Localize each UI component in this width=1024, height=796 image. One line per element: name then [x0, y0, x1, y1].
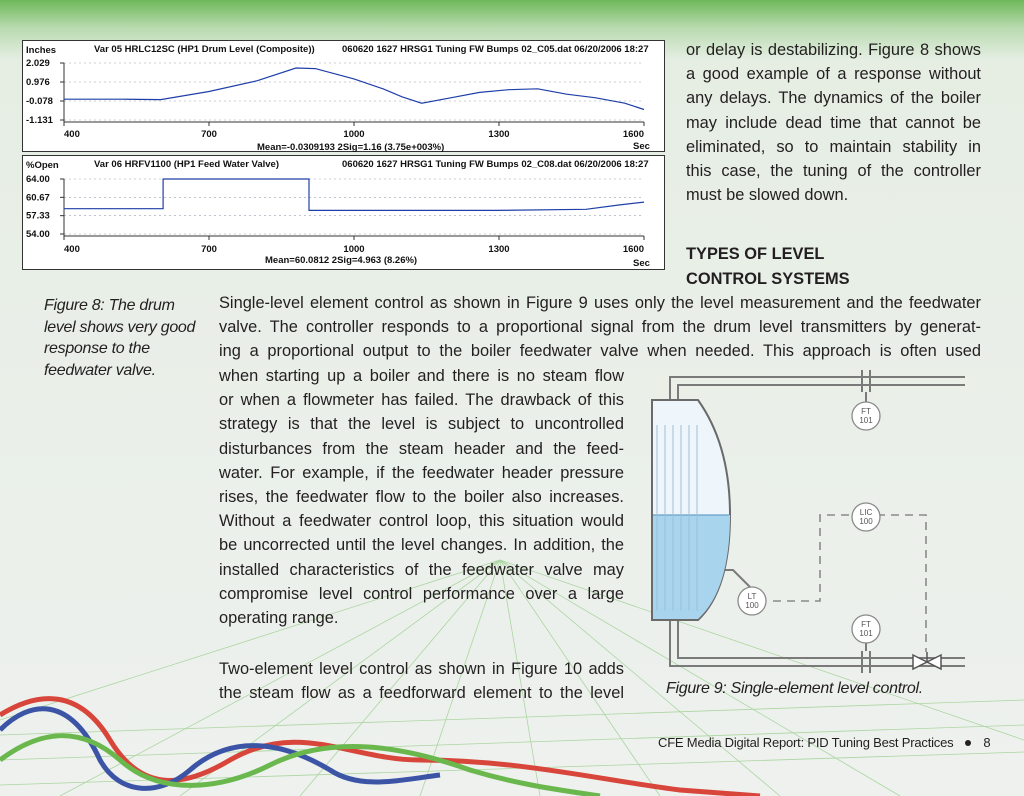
svg-text:100: 100 — [859, 517, 873, 526]
svg-text:101: 101 — [859, 629, 873, 638]
ft-101-top-instrument — [852, 402, 880, 430]
chart2-xunit: Sec — [633, 258, 650, 269]
text-line: water. For example, if the feedwater header pressure — [219, 463, 624, 482]
text-line: disturbances from the steam header and the feed- — [219, 439, 624, 458]
y-tick-label: -0.078 — [26, 96, 53, 107]
chart1-stats: Mean=-0.0309193 2Sig=1.16 (3.75e+003%) — [257, 142, 445, 152]
x-tick-label: 1300 — [488, 129, 510, 140]
paragraph-single-element-continued — [219, 364, 624, 630]
text-line: rises, the feedwater flow to the boiler also increases. — [219, 488, 624, 507]
drum-level-chart — [22, 40, 665, 152]
x-tick-label: 1300 — [488, 244, 510, 255]
figure-9-caption: Figure 9: Single-element level control. — [666, 680, 923, 697]
x-tick-label: 700 — [201, 129, 217, 140]
steam-line — [670, 377, 965, 402]
x-tick-label: 400 — [64, 244, 80, 255]
x-tick-label: 700 — [201, 244, 217, 255]
y-tick-label: 64.00 — [26, 174, 50, 185]
text-line: may include dead time that cannot be — [686, 113, 981, 132]
signal-lt-lic — [773, 515, 855, 601]
lt-100-instrument — [738, 587, 766, 615]
heading-line: CONTROL SYSTEMS — [686, 269, 850, 288]
x-tick-label: 1600 — [622, 244, 644, 255]
text-line: Without a feedwater control loop, this situation would — [219, 512, 624, 531]
svg-text:LIC: LIC — [859, 508, 873, 517]
text-line: compromise level control performance over a large — [219, 584, 624, 603]
feed-water-valve-chart — [22, 155, 665, 270]
y-tick-label: 54.00 — [26, 229, 50, 240]
svg-text:101: 101 — [859, 416, 873, 425]
y-tick-label: 0.976 — [26, 77, 50, 88]
page-footer — [658, 735, 990, 750]
text-line: must be slowed down. — [686, 186, 849, 205]
x-tick-label: 400 — [64, 129, 80, 140]
chart1-var-label: Var 05 HRLC12SC (HP1 Drum Level (Composite)) — [94, 44, 315, 55]
chart2-var-label: Var 06 HRFV1100 (HP1 Feed Water Valve) — [94, 159, 279, 170]
y-tick-label: -1.131 — [26, 115, 53, 126]
x-tick-label: 1000 — [343, 244, 365, 255]
paragraph-two-element — [219, 657, 624, 705]
paragraph-single-element — [219, 291, 981, 364]
text-line: any delays. The dynamics of the boiler — [686, 89, 981, 108]
text-line: valve. The controller responds to a proportional signal from the drum level transmitters by generat- — [219, 318, 981, 337]
text-line: operating range. — [219, 609, 339, 628]
chart1-unit-label: Inches — [26, 45, 57, 56]
signal-lic-valve — [877, 515, 926, 652]
text-line: a good example of a response without — [686, 65, 981, 84]
y-tick-label: 60.67 — [26, 192, 50, 204]
x-tick-label: 1000 — [343, 129, 365, 140]
chart2-stats: Mean=60.0812 2Sig=4.963 (8.26%) — [265, 255, 418, 266]
svg-text:LT: LT — [747, 592, 757, 601]
text-line: when starting up a boiler and there is no steam flow — [219, 367, 624, 385]
text-line: eliminated, so to maintain stability in — [686, 137, 981, 156]
text-line: ing a proportional output to the boiler feedwater valve when needed. This approach is often used — [219, 342, 981, 361]
y-tick-label: 57.33 — [26, 210, 50, 222]
figure-8-caption: Figure 8: The drum level shows very good response to the feedwater valve. — [44, 297, 196, 379]
x-tick-label: 1600 — [622, 129, 644, 140]
chart2-file-label: 060620 1627 HRSG1 Tuning FW Bumps 02_C08.dat 06/20/2006 18:27 — [342, 159, 649, 170]
page-number: 8 — [983, 735, 991, 750]
text-line: be uncorrected until the level changes. In addition, the — [219, 536, 624, 555]
ft-101-bottom-instrument — [852, 615, 880, 643]
chart1-file-label: 060620 1627 HRSG1 Tuning FW Bumps 02_C05.dat 06/20/2006 18:27 — [342, 44, 649, 55]
right-column-text — [686, 38, 981, 207]
lic-100-instrument — [852, 503, 880, 531]
chart1-xunit: Sec — [633, 141, 650, 152]
text-line: or when a flowmeter has failed. The drawback of this — [219, 391, 624, 410]
svg-text:FT: FT — [861, 620, 871, 629]
text-line: strategy is that the level is subject to uncontrolled — [219, 415, 624, 434]
heading-line: TYPES OF LEVEL — [686, 245, 825, 263]
svg-text:FT: FT — [861, 407, 871, 416]
footer-text: CFE Media Digital Report: PID Tuning Best Practices — [658, 735, 954, 750]
y-tick-label: 2.029 — [26, 58, 50, 69]
chart2-unit-label: %Open — [26, 160, 59, 171]
text-line: or delay is destabilizing. Figure 8 shows — [686, 41, 981, 59]
text-line: Single-level element control as shown in Figure 9 uses only the level measurement and the feedwater — [219, 294, 981, 312]
text-line: Two-element level control as shown in Figure 10 adds — [219, 660, 624, 678]
text-line: this case, the tuning of the controller — [686, 162, 981, 181]
bullet-icon — [965, 740, 971, 746]
figure-9-diagram — [630, 365, 1005, 680]
text-line: installed characteristics of the feedwater valve may — [219, 560, 624, 579]
section-heading — [686, 242, 986, 291]
text-line: the steam flow as a feedforward element to the level — [219, 684, 624, 703]
svg-text:100: 100 — [745, 601, 759, 610]
